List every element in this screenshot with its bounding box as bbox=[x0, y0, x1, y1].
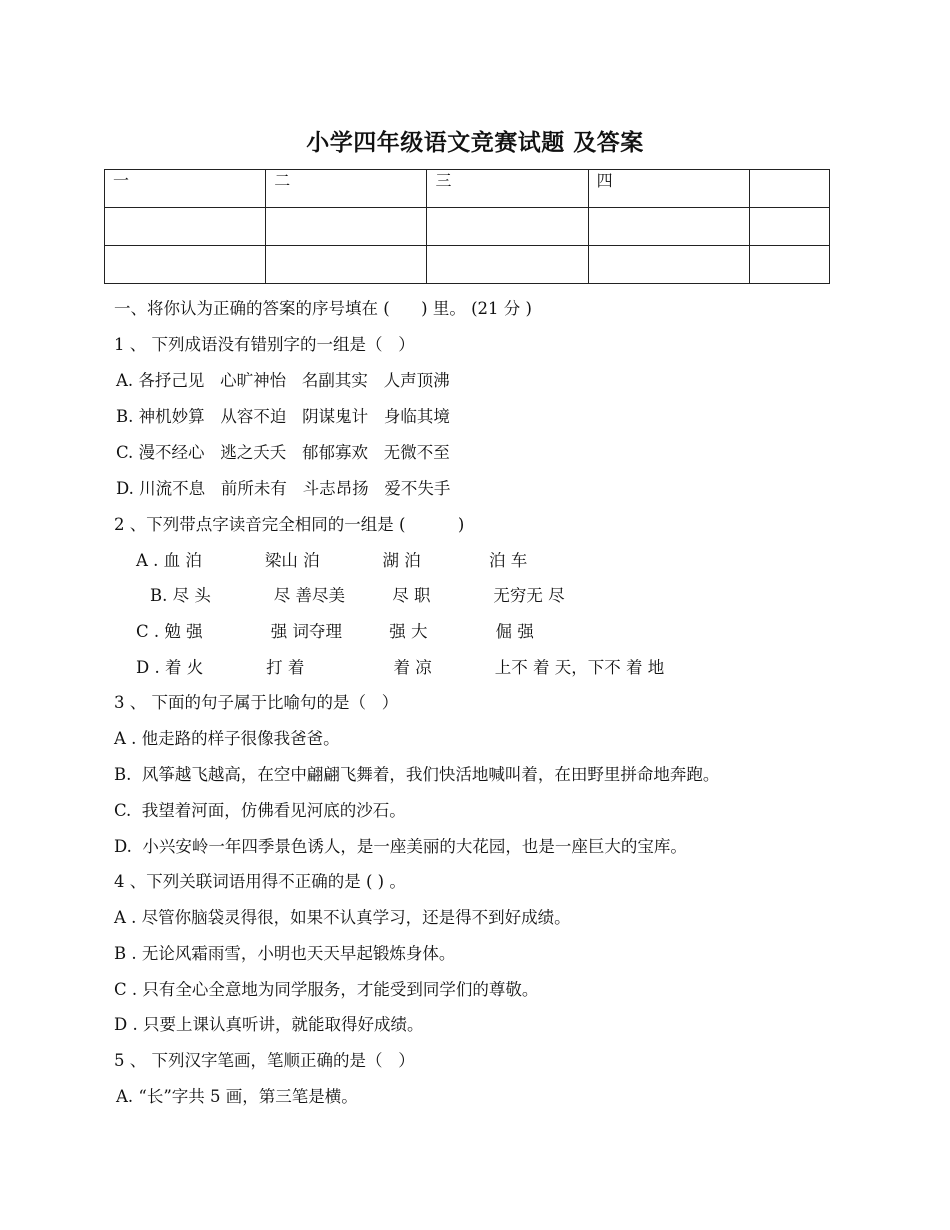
score-cell bbox=[266, 208, 427, 246]
score-table bbox=[104, 169, 830, 284]
score-cell bbox=[588, 246, 749, 284]
score-cell bbox=[749, 246, 829, 284]
answer-option: D. 川流不息 前所未有 斗志昂扬 爱不失手 bbox=[116, 479, 451, 498]
answer-option: D . 着 火 打 着 着 凉 上不 着 天，下不 着 地 bbox=[136, 658, 665, 677]
answer-option: C. 漫不经心 逃之夭夭 郁郁寡欢 无微不至 bbox=[116, 443, 450, 462]
question-stem: 3 、 下面的句子属于比喻句的是（ ） bbox=[114, 693, 399, 712]
score-cell bbox=[588, 208, 749, 246]
score-table-header-cell: 三 bbox=[427, 170, 588, 208]
answer-option: A. 各抒己见 心旷神怡 名副其实 人声顶沸 bbox=[116, 371, 450, 390]
answer-option: B . 无论风霜雨雪，小明也天天早起锻炼身体。 bbox=[114, 944, 456, 963]
section-heading: 一、将你认为正确的答案的序号填在 ( ) 里。 (21 分 ) bbox=[114, 299, 532, 318]
answer-option: C . 勉 强 强 词夺理 强 大 倔 强 bbox=[136, 622, 534, 641]
answer-option: A . 血 泊 梁山 泊 湖 泊 泊 车 bbox=[136, 551, 528, 570]
score-table-header-row bbox=[105, 170, 830, 208]
score-cell bbox=[266, 246, 427, 284]
score-table-header-cell: 一 bbox=[105, 170, 266, 208]
question-stem: 2 、下列带点字读音完全相同的一组是 ( ) bbox=[114, 515, 465, 534]
score-cell bbox=[427, 208, 588, 246]
question-stem: 5 、 下列汉字笔画，笔顺正确的是（ ） bbox=[114, 1051, 415, 1070]
page-title: 小学四年级语文竞赛试题 及答案 bbox=[306, 129, 644, 156]
question-stem: 1 、 下列成语没有错别字的一组是（ ） bbox=[114, 335, 415, 354]
answer-option: A . 尽管你脑袋灵得很，如果不认真学习，还是得不到好成绩。 bbox=[114, 908, 571, 927]
score-cell bbox=[105, 246, 266, 284]
answer-option: C. 我望着河面，仿佛看见河底的沙石。 bbox=[114, 801, 406, 820]
answer-option: C . 只有全心全意地为同学服务，才能受到同学们的尊敬。 bbox=[114, 980, 539, 999]
score-cell bbox=[749, 208, 829, 246]
answer-option: B. 风筝越飞越高，在空中翩翩飞舞着，我们快活地喊叫着，在田野里拼命地奔跑。 bbox=[114, 765, 720, 784]
answer-option: D . 只要上课认真听讲，就能取得好成绩。 bbox=[114, 1015, 424, 1034]
score-table-row bbox=[105, 208, 830, 246]
answer-option: D. 小兴安岭一年四季景色诱人，是一座美丽的大花园，也是一座巨大的宝库。 bbox=[114, 837, 687, 856]
question-stem: 4 、下列关联词语用得不正确的是 ( ) 。 bbox=[114, 872, 406, 891]
score-cell bbox=[427, 246, 588, 284]
answer-option: A. “长”字共 5 画，第三笔是横。 bbox=[116, 1087, 358, 1106]
answer-option: A . 他走路的样子很像我爸爸。 bbox=[114, 729, 340, 748]
score-table-row bbox=[105, 246, 830, 284]
score-table-header-cell: 四 bbox=[588, 170, 749, 208]
score-cell bbox=[105, 208, 266, 246]
score-table-header-cell bbox=[749, 170, 829, 208]
answer-option: B. 尽 头 尽 善尽美 尽 职 无穷无 尽 bbox=[150, 586, 565, 605]
answer-option: B. 神机妙算 从容不迫 阴谋鬼计 身临其境 bbox=[116, 407, 450, 426]
score-table-header-cell: 二 bbox=[266, 170, 427, 208]
